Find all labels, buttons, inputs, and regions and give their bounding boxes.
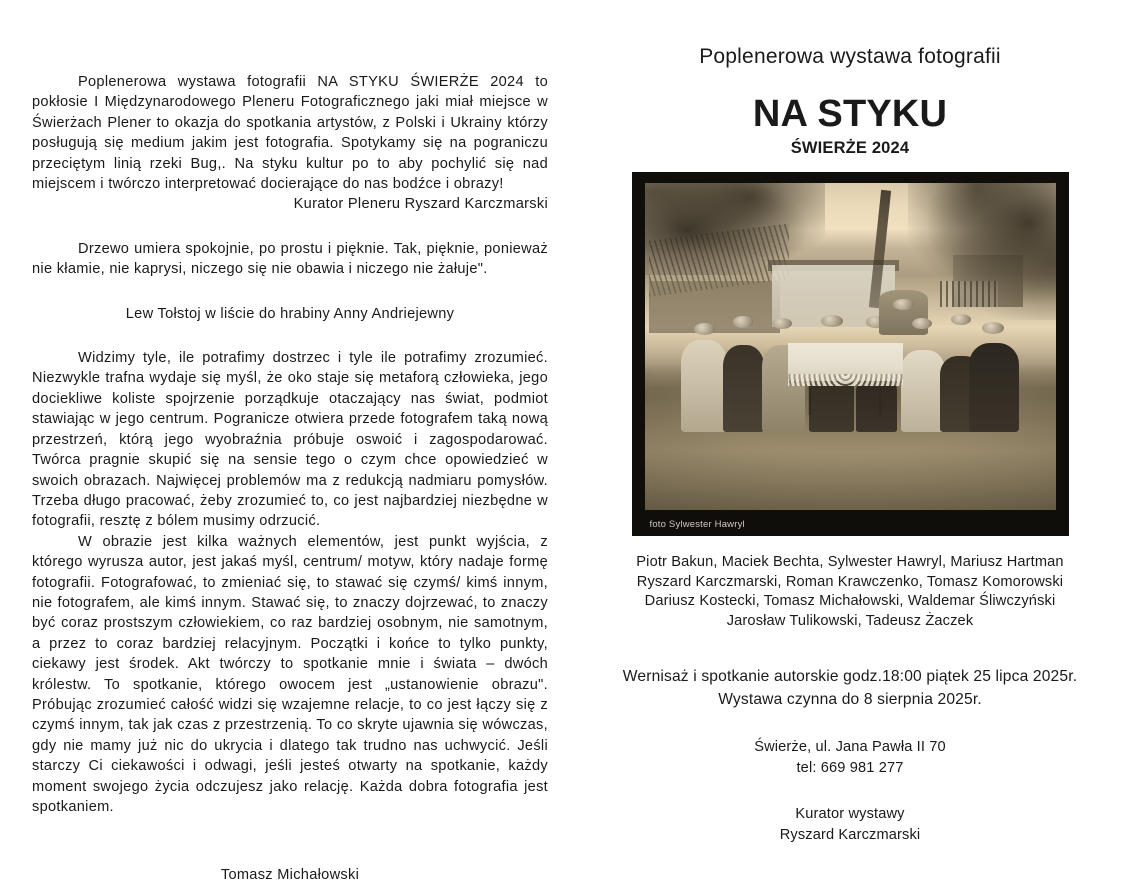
essay-attribution-tolstoy: Lew Tołstoj w liście do hrabiny Anny Andriejewny [125,305,455,322]
photo-figure [969,343,1018,432]
photo-figure [723,345,764,431]
paragraph-spacer [32,215,548,239]
poster-column [592,44,1108,845]
curator-name: Ryszard Karczmarski [779,826,921,843]
photo-figure-head [733,316,754,327]
poster-kicker: Poplenerowa wystawa fotografii [699,45,1001,68]
photo-figure [681,340,726,432]
artist-name-list [592,553,1108,631]
curator-details [592,804,1108,845]
photo-table-legs-shape [801,386,891,415]
photo-tree-left-shape [645,183,826,275]
photo-tablecloth-shape [788,374,903,386]
event-opening: Wernisaż i spotkanie autorskie godz.18:00 piątek 25 lipca 2025r. [622,668,1078,686]
poster-title: NA STYKU [752,93,948,135]
paragraph-spacer [32,817,548,841]
photo-figure-head [951,314,972,325]
artist-line: Jarosław Tulikowski, Tadeusz Żaczek [726,612,974,629]
artist-line: Ryszard Karczmarski, Roman Krawczenko, Tomasz Komorowski [636,573,1064,590]
photo-figure [901,350,944,431]
photo-credit-caption: foto Sylwester Hawryl [649,519,745,530]
essay-quote-tolstoy: Drzewo umiera spokojnie, po prostu i pięknie. Tak, pięknie, ponieważ nie kłamie, nie kaprysi, niczego się nie obawia i niczego nie żałuje". [32,240,548,278]
artist-line: Dariusz Kostecki, Tomasz Michałowski, Waldemar Śliwczyński [644,593,1056,610]
essay-paragraph-1: Poplenerowa wystawa fotografii NA STYKU ŚWIERŻE 2024 to pokłosie I Międzynarodowego Pleneru Fotograficznego jaki miał miejsce w Świerżach Plener to okazja do spotkania artystów, z Polski i Ukrainy którzy posługują się medium jakim jest fotografia. Spotykamy się na pograniczu przeciętym linią rzeki Bug,. Na styku kultur po to aby pochylić się nad miejscem i twórczo interpretować docierające do nas bodźce i obrazy! [32,74,548,193]
event-details [592,665,1108,711]
photo-figure-head [912,318,933,329]
essay-attribution-curator: Kurator Pleneru Ryszard Karczmarski [293,196,548,213]
venue-address: Świerże, ul. Jana Pawła II 70 [754,739,946,756]
essay-paragraph-4: W obrazie jest kilka ważnych elementów, jest punkt wyjścia, z którego wyrusza autor, jest jakaś myśl, centrum/ motyw, który nadaje formę fotografii. Fotografować, to zmieniać się, to stawać się czymś/ kimś innym, nie fotografem, ale kimś innym. Stawać się, to znaczy dojrzewać, to znaczy być coraz prostszym człowiekiem, co raz bardziej osobnym, nie samotnym, a przez to coraz bardziej relacyjnym. Początki i końce to tylko punkty, ciekawy jest środek. Akt twórczy to spotkanie mnie i świata – dwóch królestw. To spotkanie, którego owocem jest „ustanowienie obrazu". Próbując zrozumieć całość widzi się wzajemne relacje, to co jest łączy się z czymś innym, tak jak czas z przestrzenią. To co skryte ujawnia się wówczas, gdy nie mamy już nic do ukrycia i dlatego tak trudno nas uchwycić. Jeśli starczy Ci ciekawości i odwagi, jeśli jesteś otwarty na spotkanie, każdy moment swojego życia odczujesz jako relację. Każda dobra fotografia jest spotkaniem. [32,533,548,815]
essay-signature: Tomasz Michałowski [220,867,360,884]
exhibition-photo [632,172,1069,536]
paragraph-spacer [32,841,548,865]
poster-subtitle: ŚWIERŻE 2024 [790,139,910,157]
photo-figure-head [772,318,793,329]
essay-column [32,72,548,886]
photo-figure-head [694,323,715,335]
photo-figure-head [982,322,1004,334]
paragraph-spacer [32,324,548,348]
event-duration: Wystawa czynna do 8 sierpnia 2025r. [718,691,982,709]
paragraph-spacer [32,280,548,304]
essay-paragraph-3: Widzimy tyle, ile potrafimy dostrzec i tyle ile potrafimy zrozumieć. Niezwykle trafna wydaje się myśl, że oko staje się metaforą człowieka, jego dociekliwe koliste spojrzenie porządkuje otaczający nas świat, podmiot stawiając w jego centrum. Pogranicze otwiera przede fotografem taką nową przestrzeń, którą jego wyobraźnia próbuje oswoić i zagospodarować. Twórca pragnie skupić się na sensie tego o czym chce opowiedzieć w swoich obrazach. Najwięcej problemów ma z redukcją nadmiaru pomysłów. Trzeba długo pracować, żeby zrozumieć to, co jest najbardziej niezbędne w fotografii, resztę z bólem musimy odrzucić. [32,350,548,530]
curator-role: Kurator wystawy [795,806,905,823]
artist-line: Piotr Bakun, Maciek Bechta, Sylwester Hawryl, Mariusz Hartman [636,554,1064,570]
photo-tree-right-shape [908,183,1056,320]
photo-image-area [645,183,1056,510]
venue-phone: tel: 669 981 277 [796,759,904,776]
venue-details [592,737,1108,778]
photo-figure-head [821,315,842,327]
